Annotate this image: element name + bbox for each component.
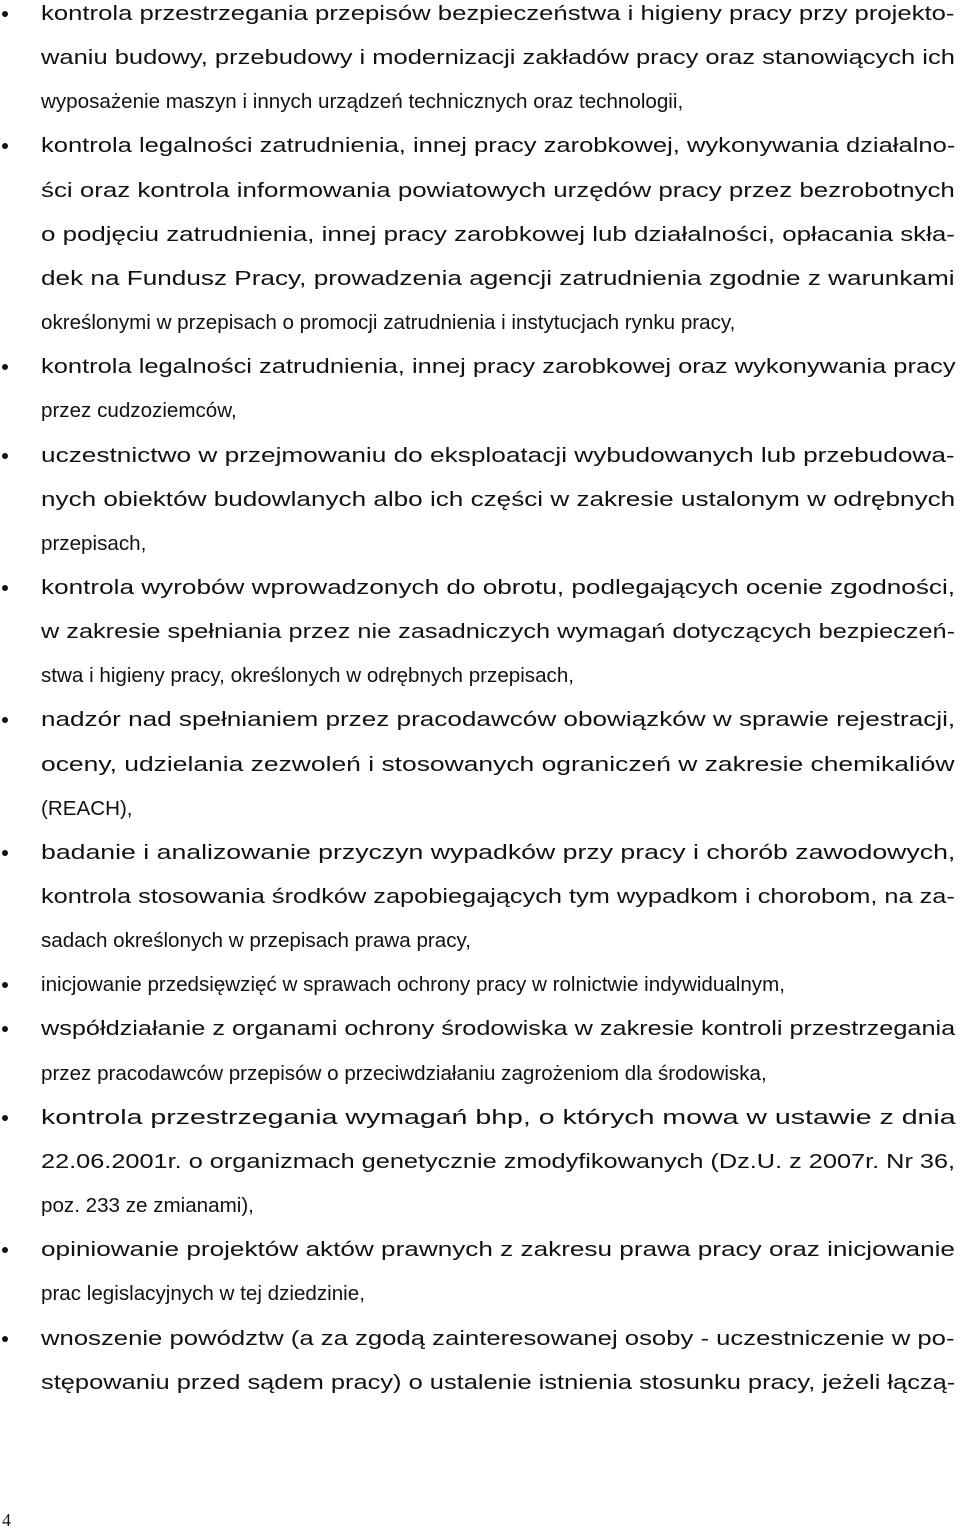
- text-line: kontrola przestrzegania wymagań bhp, o których mowa w ustawie z dnia: [41, 1105, 956, 1129]
- text-line: 22.06.2001r. o organizmach genetycznie zmodyfikowanych (Dz.U. z 2007r. Nr 36,: [41, 1149, 956, 1173]
- text-line: kontrola legalności zatrudnienia, innej pracy zarobkowej oraz wykonywania pracy: [41, 355, 956, 379]
- text-line: dek na Fundusz Pracy, prowadzenia agencji zatrudnienia zgodnie z warunkami: [41, 266, 955, 290]
- text-line: opiniowanie projektów aktów prawnych z zakresu prawa pracy oraz inicjowanie: [41, 1238, 955, 1262]
- text-line: poz. 233 ze zmianami),: [41, 1194, 254, 1218]
- bullet-icon: [2, 1115, 8, 1121]
- text-line: przez cudzoziemców,: [41, 399, 237, 423]
- text-line: wnoszenie powództw (a za zgodą zainteresowanej osoby - uczestniczenie w po-: [41, 1326, 955, 1350]
- bullet-icon: [2, 1247, 8, 1253]
- text-line: uczestnictwo w przejmowaniu do eksploatacji wybudowanych lub przebudowa-: [41, 443, 955, 467]
- text-line: w zakresie spełniania przez nie zasadniczych wymagań dotyczących bezpieczeń-: [41, 620, 956, 644]
- text-line: o podjęciu zatrudnienia, innej pracy zarobkowej lub działalności, opłacania skła-: [41, 222, 955, 246]
- text-line: stwa i higieny pracy, określonych w odrębnych przepisach,: [41, 664, 575, 688]
- bullet-icon: [2, 11, 8, 17]
- text-line: kontrola legalności zatrudnienia, innej pracy zarobkowej, wykonywania działalno-: [41, 134, 956, 158]
- text-line: kontrola wyrobów wprowadzonych do obrotu, podlegających ocenie zgodności,: [41, 575, 956, 599]
- bullet-icon: [2, 1026, 8, 1032]
- bullet-icon: [2, 585, 8, 591]
- text-line: kontrola przestrzegania przepisów bezpieczeństwa i higieny pracy przy projekto-: [41, 2, 955, 25]
- bullet-icon: [2, 982, 8, 988]
- text-line: nych obiektów budowlanych albo ich części w zakresie ustalonym w odrębnych: [41, 487, 956, 511]
- text-line: sadach określonych w przepisach prawa pracy,: [41, 929, 472, 953]
- text-line: oceny, udzielania zezwoleń i stosowanych ograniczeń w zakresie chemikaliów: [41, 752, 955, 776]
- text-line: wyposażenie maszyn i innych urządzeń technicznych oraz technologii,: [41, 90, 684, 114]
- text-line: współdziałanie z organami ochrony środowiska w zakresie kontroli przestrzegania: [41, 1017, 956, 1041]
- text-line: kontrola stosowania środków zapobiegających tym wypadkom i chorobom, na za-: [41, 884, 955, 908]
- text-line: przepisach,: [41, 531, 147, 555]
- text-line: (REACH),: [41, 796, 133, 820]
- bullet-icon: [2, 1336, 8, 1342]
- bullet-icon: [2, 850, 8, 856]
- text-line: ści oraz kontrola informowania powiatowych urzędów pracy przez bezrobotnych: [41, 178, 955, 202]
- page-number: 4: [2, 1510, 11, 1530]
- bullet-icon: [2, 364, 8, 370]
- text-line: waniu budowy, przebudowy i modernizacji zakładów pracy oraz stanowiących ich: [41, 46, 955, 70]
- text-line: inicjowanie przedsięwzięć w sprawach ochrony pracy w rolnictwie indywidualnym,: [41, 973, 785, 997]
- text-line: przez pracodawców przepisów o przeciwdziałaniu zagrożeniom dla środowiska,: [41, 1061, 767, 1085]
- text-line: stępowaniu przed sądem pracy) o ustalenie istnienia stosunku pracy, jeżeli łączą-: [41, 1370, 956, 1394]
- text-line: nadzór nad spełnianiem przez pracodawców obowiązków w sprawie rejestracji,: [41, 708, 956, 732]
- text-line: prac legislacyjnych w tej dziedzinie,: [41, 1282, 365, 1306]
- text-line: określonymi w przepisach o promocji zatrudnienia i instytucjach rynku pracy,: [41, 311, 736, 335]
- bullet-icon: [2, 453, 8, 459]
- bullet-icon: [2, 143, 8, 149]
- bullet-icon: [2, 717, 8, 723]
- text-line: badanie i analizowanie przyczyn wypadków przy pracy i chorób zawodowych,: [41, 840, 956, 864]
